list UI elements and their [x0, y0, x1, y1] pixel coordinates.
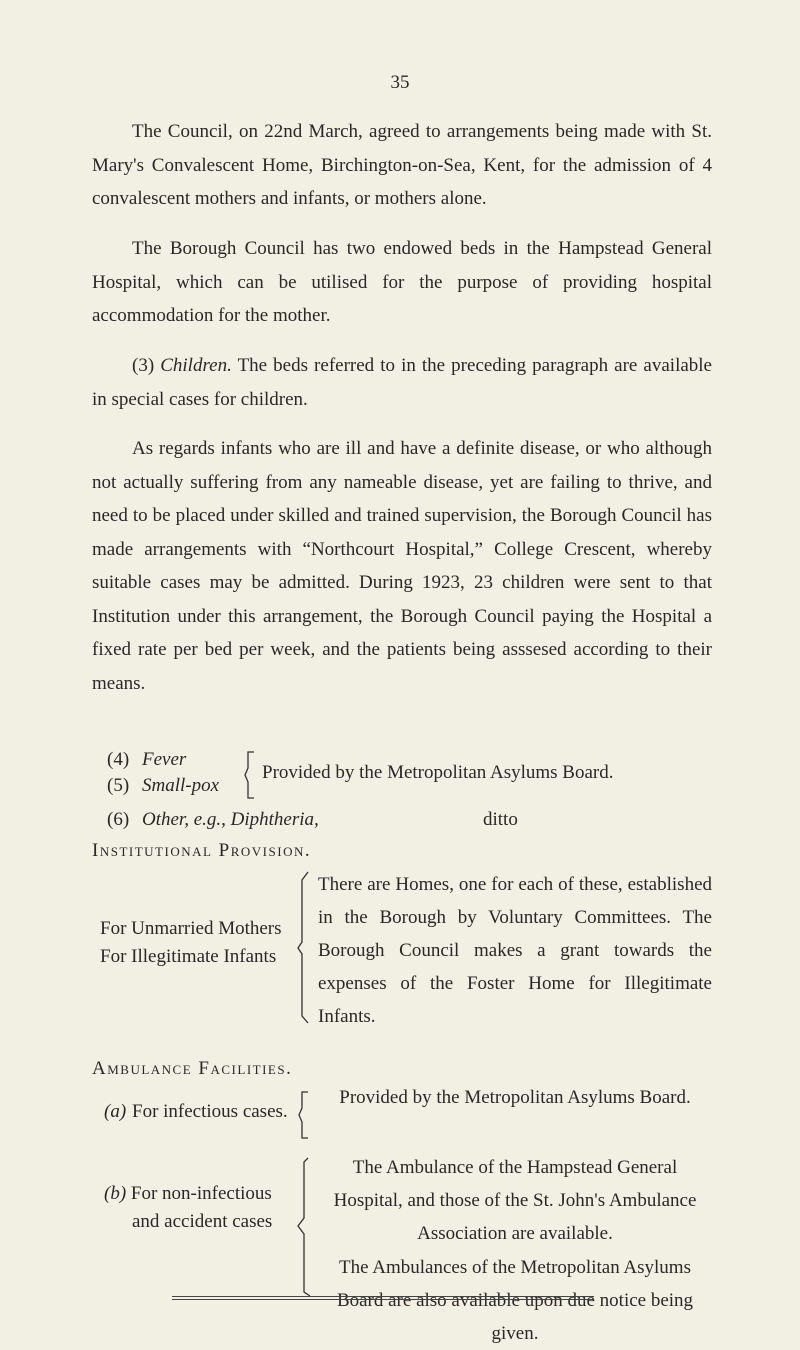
- children-label: Children.: [160, 355, 232, 376]
- fever-smallpox-brace: [244, 750, 258, 800]
- smallpox-number: (5): [107, 775, 130, 796]
- bottom-rule-2: [172, 1299, 594, 1300]
- paragraph-convalescent-home: The Council, on 22nd March, agreed to arrangements being made with St. Mary's Convalescent Home, Birchington-on-Sea, Kent, for the admission of 4 convalescent mothers and infants, or mothers alone.: [92, 121, 712, 209]
- bottom-rule-1: [172, 1296, 594, 1297]
- children-text: The beds referred to in the preceding paragraph are available in special cases for children.: [92, 355, 712, 410]
- ambulance-a-label: For infectious cases.: [132, 1101, 288, 1122]
- ambulance-b-text-2: The Ambulances of the Metropolitan Asylums Board are also available upon due notice being given.: [336, 1257, 694, 1344]
- ambulance-a-number: (a): [104, 1101, 127, 1122]
- smallpox-label: Small-pox: [142, 775, 220, 796]
- ambulance-b-text-1: The Ambulance of the Hampstead General Hospital, and those of the St. John's Ambulance Association are available.: [333, 1157, 697, 1244]
- ambulance-b-label-line-1: [104, 1180, 272, 1208]
- paragraph-endowed-beds: The Borough Council has two endowed beds in the Hampstead General Hospital, which can be utilised for the purpose of providing hospital accommodation for the mother.: [92, 238, 712, 326]
- ambulance-facilities-heading: Ambulance Facilities.: [92, 1058, 293, 1079]
- unmarried-mothers-label: For Unmarried Mothers: [100, 918, 282, 939]
- fever-label: Fever: [142, 749, 187, 770]
- other-ditto: ditto: [483, 809, 518, 830]
- institutional-brace: [296, 870, 312, 1025]
- ambulance-b-label-2: and accident cases: [132, 1211, 273, 1232]
- institutional-text: There are Homes, one for each of these, established in the Borough by Voluntary Committees. The Borough Council makes a grant towards the expenses of the Foster Home for Illegitimate Infants.: [318, 874, 712, 1027]
- fever-smallpox-provided: Provided by the Metropolitan Asylums Board.: [262, 762, 614, 783]
- ambulance-a-text: Provided by the Metropolitan Asylums Board.: [339, 1087, 691, 1108]
- illegitimate-infants-label: For Illegitimate Infants: [100, 946, 277, 967]
- ambulance-b-label-1: For non-infectious: [130, 1183, 272, 1204]
- paragraph-infants: As regards infants who are ill and have a definite disease, or who although not actually suffering from any nameable disease, yet are failing to thrive, and need to be placed under skilled and trained supervision, the Borough Council has made arrangements with “Northcourt Hospital,” College Crescent, whereby suitable cases may be admitted. During 1923, 23 children were sent to that Institution under this arrangement, the Borough Council paying the Hospital a fixed rate per bed per week, and the patients being asssesed according to their means.: [92, 438, 712, 694]
- ambulance-b-brace: [296, 1156, 314, 1301]
- other-number: (6): [107, 809, 130, 830]
- other-label: Other, e.g., Diphtheria,: [142, 809, 319, 830]
- children-number: (3): [132, 355, 155, 376]
- institutional-provision-heading: Institutional Provision.: [92, 840, 312, 861]
- ambulance-b-number: (b): [104, 1183, 127, 1204]
- paragraph-children: [92, 349, 712, 416]
- ambulance-a-brace: [298, 1090, 312, 1140]
- page-number: 35: [390, 72, 410, 93]
- fever-number: (4): [107, 749, 130, 770]
